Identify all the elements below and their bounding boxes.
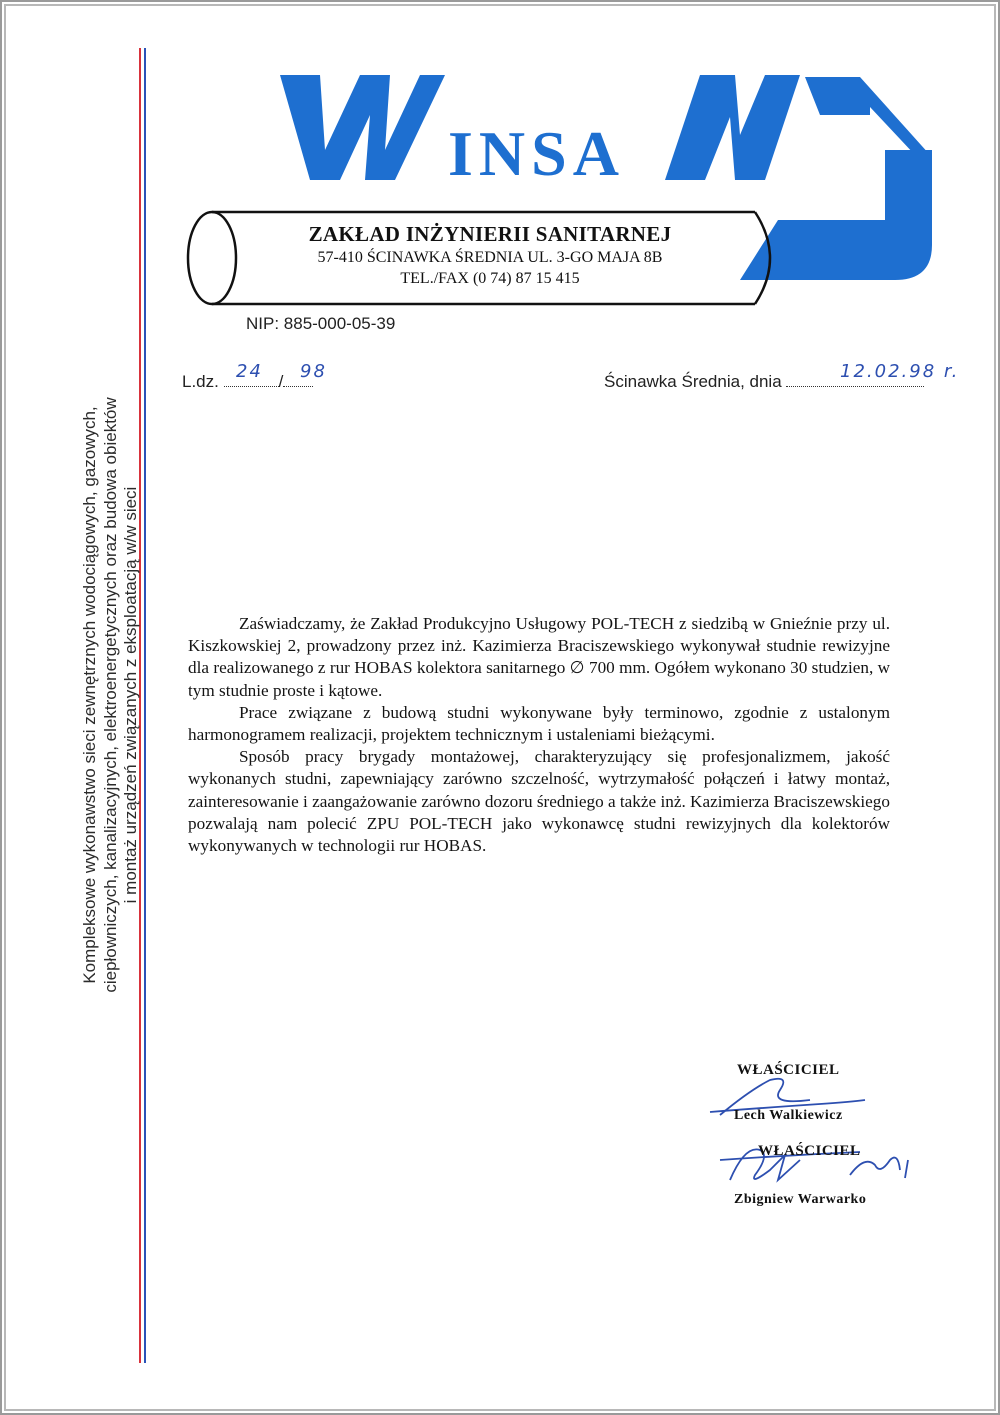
signature-2-name: Zbigniew Warwarko bbox=[734, 1192, 867, 1207]
signature-scribbles bbox=[700, 1060, 940, 1200]
letter-paragraph-2: Prace związane z budową studni wykonywane były terminowo, zgodnie z ustalonym harmonogramem realizacji, projektem technicznym i ustaleniami bieżącymi. bbox=[188, 702, 890, 745]
reference-number-line: L.dz. / bbox=[182, 372, 313, 392]
side-services-text bbox=[80, 345, 142, 1045]
signature-1-name: Lech Walkiewicz bbox=[734, 1108, 843, 1123]
letter-paragraph-3: Sposób pracy brygady montażowej, charakteryzujący się profesjonalizmem, jakość wykonanych studni, zapewniający zarówno szczelność, wytrzymałość połączeń i łatwy montaż, zainteresowanie i zaangażowanie zarówno dozoru średniego a także inż. Kazimierza Braciszewskiego pozwalają nam polecić ZPU POL-TECH jako wykonawcę studni rewizyjnych dla kolektorów wykonywanych w technologii rur HOBAS. bbox=[188, 747, 890, 856]
company-header-block bbox=[260, 222, 720, 289]
svg-text:INSA: INSA bbox=[448, 118, 625, 189]
company-nip: NIP: 885-000-05-39 bbox=[246, 314, 396, 333]
letter-body bbox=[188, 613, 890, 857]
date-handwritten: 12.02.98 r. bbox=[840, 361, 960, 382]
company-phone: TEL./FAX (0 74) 87 15 415 bbox=[400, 270, 580, 287]
ldz-label: L.dz. bbox=[182, 372, 219, 391]
signature-2-title: WŁAŚCICIEL bbox=[758, 1143, 861, 1159]
letter-paragraph-1: Zaświadczamy, że Zakład Produkcyjno Usługowy POL-TECH z siedzibą w Gnieźnie przy ul. Kiszkowskiej 2, prowadzony przez inż. Kazimierza Braciszewskiego wykonywał studnie rewizyjne dla realizowanego z rur HOBAS kolektora sanitarnego ∅ 700 mm. Ogółem wykonano 30 studzien, w tym studnie proste i kątowe. bbox=[188, 614, 890, 700]
blue-margin-stripe bbox=[144, 48, 146, 1363]
company-address: 57-410 ŚCINAWKA ŚREDNIA UL. 3-GO MAJA 8B bbox=[317, 249, 663, 266]
signature-1-title: WŁAŚCICIEL bbox=[737, 1062, 840, 1078]
ldz-number-handwritten: 24 bbox=[236, 361, 263, 382]
side-text-line-3: i montaż urządzeń związanych z eksploatacją w/w sieci bbox=[121, 486, 140, 904]
side-text-line-1: Kompleksowe wykonawstwo sieci zewnętrznych wodociągowych, gazowych, bbox=[80, 406, 99, 984]
place-label: Ścinawka Średnia, dnia bbox=[604, 372, 782, 391]
company-name: ZAKŁAD INŻYNIERII SANITARNEJ bbox=[308, 222, 672, 246]
side-text-line-2: ciepłowniczych, kanalizacyjnych, elektroenergetycznych oraz budowa obiektów bbox=[100, 397, 120, 993]
ldz-year-handwritten: 98 bbox=[300, 361, 327, 382]
